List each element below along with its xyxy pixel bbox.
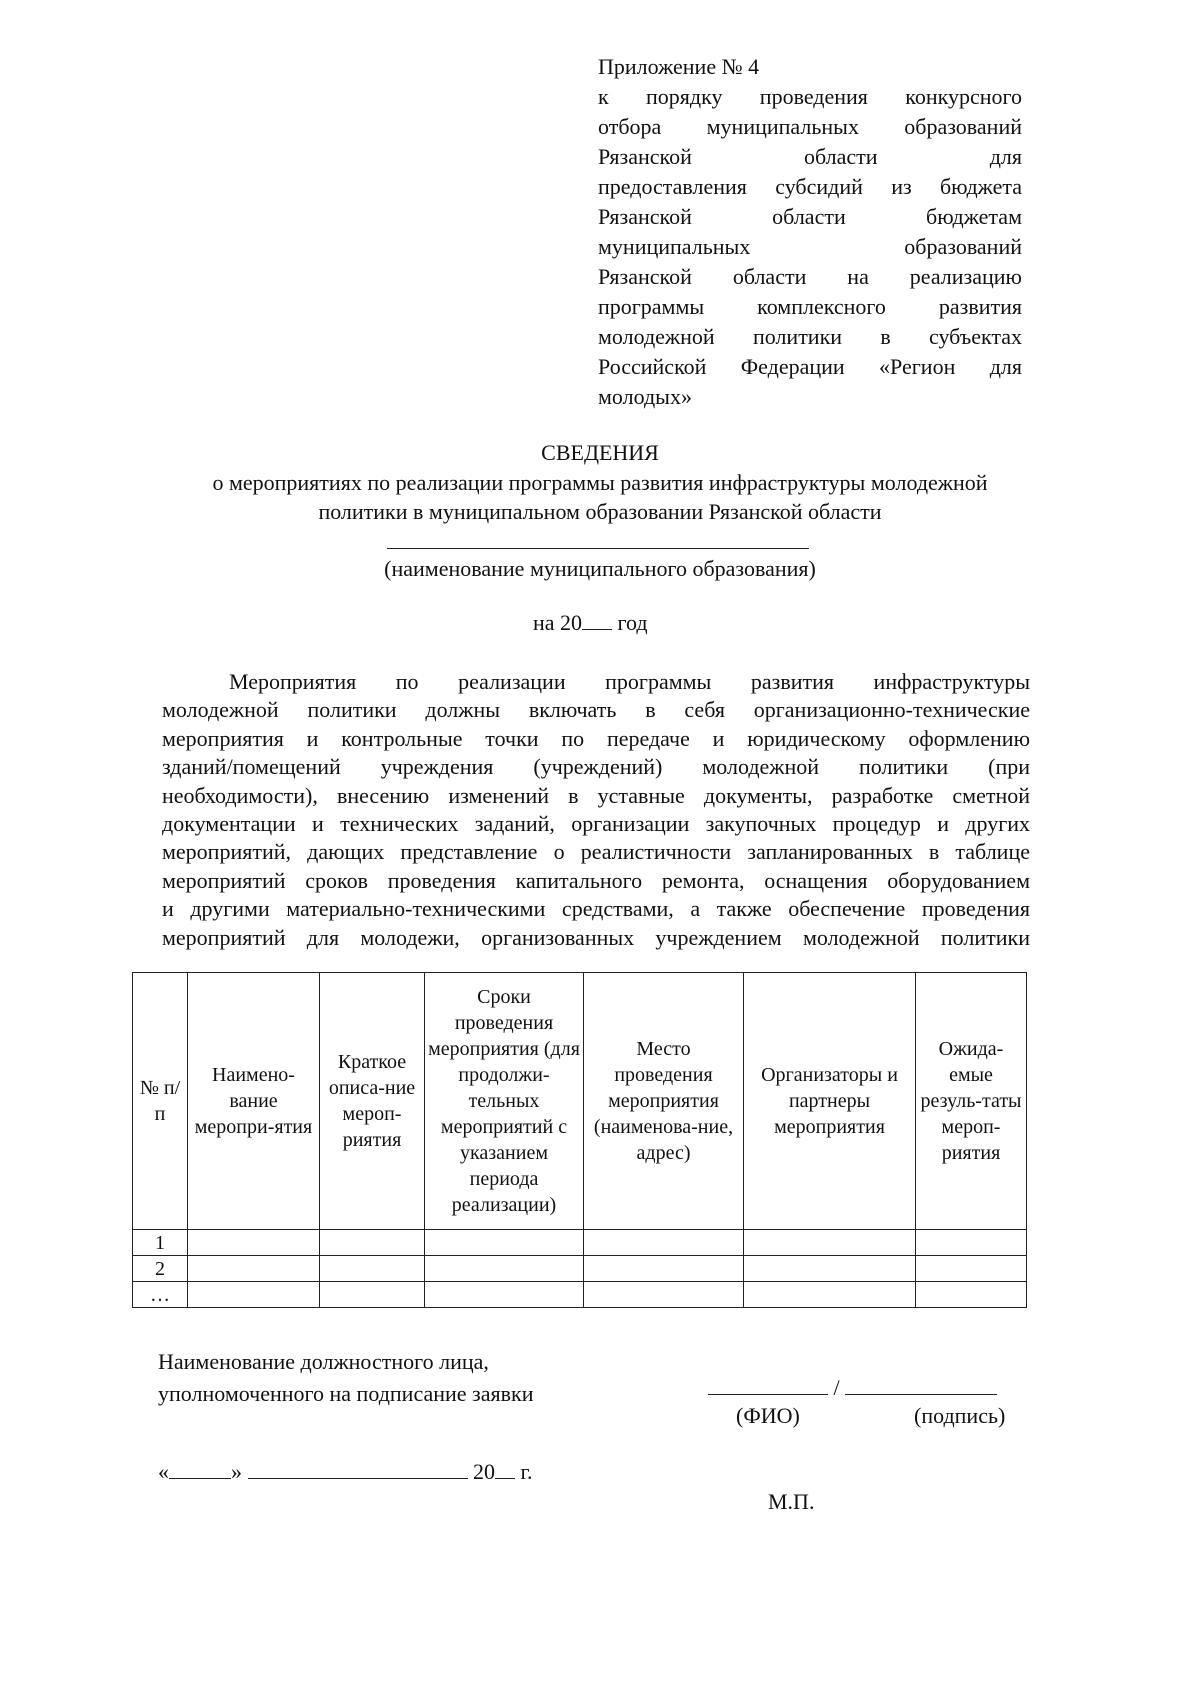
appendix-line: молодежной политики в субъектах bbox=[598, 324, 1022, 349]
row-number: 1 bbox=[133, 1230, 188, 1256]
events-table bbox=[132, 972, 1027, 1308]
table-cell[interactable] bbox=[744, 1230, 916, 1256]
year-blank[interactable] bbox=[582, 609, 612, 630]
year-blank-2[interactable] bbox=[495, 1458, 515, 1479]
table-cell[interactable] bbox=[916, 1230, 1027, 1256]
table-cell[interactable] bbox=[425, 1282, 584, 1308]
appendix-line: муниципальных образований bbox=[598, 234, 1022, 259]
paragraph-line: мероприятий, дающих представление о реалистичности запланированных в таблице bbox=[162, 839, 1030, 865]
table-cell[interactable] bbox=[584, 1282, 744, 1308]
table-row bbox=[133, 1282, 1027, 1308]
municipality-caption: (наименование муниципального образования) bbox=[384, 556, 816, 581]
table-cell[interactable] bbox=[320, 1230, 425, 1256]
appendix-line: к порядку проведения конкурсного bbox=[598, 84, 1022, 109]
paragraph-line: мероприятия и контрольные точки по передаче и юридическому оформлению bbox=[162, 725, 1030, 751]
row-number: … bbox=[133, 1282, 188, 1308]
appendix-line: программы комплексного развития bbox=[598, 294, 1022, 319]
appendix-line: Рязанской области для bbox=[598, 144, 1022, 169]
fio-blank[interactable] bbox=[708, 1374, 828, 1395]
table-cell[interactable] bbox=[584, 1230, 744, 1256]
date-suffix: г. bbox=[520, 1459, 533, 1484]
official-line-2: уполномоченного на подписание заявки bbox=[158, 1381, 534, 1406]
slash: / bbox=[833, 1375, 840, 1400]
date-line bbox=[158, 1458, 533, 1485]
paragraph-line: молодежной политики должны включать в себя организационно-технические bbox=[162, 697, 1030, 723]
header-results: Ожида-емые резуль-таты мероп-риятия bbox=[916, 973, 1027, 1230]
paragraph-line: и другими материально-техническими средствами, а также обеспечение проведения bbox=[162, 896, 1030, 922]
paragraph-line: документации и технических заданий, организации закупочных процедур и других bbox=[162, 811, 1030, 836]
table-cell[interactable] bbox=[744, 1256, 916, 1282]
year-line bbox=[533, 609, 648, 636]
table-cell[interactable] bbox=[188, 1282, 320, 1308]
sign-caption: (подпись) bbox=[914, 1403, 1006, 1428]
paragraph-line: мероприятий сроков проведения капитального ремонта, оснащения оборудованием bbox=[162, 867, 1030, 893]
appendix-line: предоставления субсидий из бюджета bbox=[598, 174, 1022, 199]
paragraph-line: Мероприятия по реализации программы развития инфраструктуры bbox=[229, 669, 1030, 694]
day-blank[interactable] bbox=[169, 1458, 231, 1479]
date-close: » bbox=[231, 1459, 242, 1484]
header-number: № п/п bbox=[133, 973, 188, 1230]
stamp-place: М.П. bbox=[768, 1489, 815, 1514]
sign-blank[interactable] bbox=[845, 1374, 997, 1395]
table-header-row bbox=[133, 973, 1027, 1230]
month-blank[interactable] bbox=[248, 1458, 468, 1479]
row-number: 2 bbox=[133, 1256, 188, 1282]
table-cell[interactable] bbox=[188, 1256, 320, 1282]
year-prefix: на 20 bbox=[533, 610, 583, 635]
title-text: СВЕДЕНИЯ bbox=[541, 440, 659, 465]
table-cell[interactable] bbox=[425, 1230, 584, 1256]
table-cell[interactable] bbox=[916, 1282, 1027, 1308]
appendix-line: Рязанской области бюджетам bbox=[598, 204, 1022, 229]
date-open: « bbox=[158, 1459, 169, 1484]
appendix-line: Российской Федерации «Регион для bbox=[598, 354, 1022, 379]
appendix-line: отбора муниципальных образований bbox=[598, 114, 1022, 139]
table-cell[interactable] bbox=[425, 1256, 584, 1282]
date-year: 20 bbox=[473, 1459, 495, 1484]
appendix-line: молодых» bbox=[598, 384, 692, 409]
table-cell[interactable] bbox=[584, 1256, 744, 1282]
year-suffix: год bbox=[617, 610, 648, 635]
document-title bbox=[0, 440, 1200, 466]
table-row bbox=[133, 1256, 1027, 1282]
table-cell[interactable] bbox=[916, 1256, 1027, 1282]
appendix-line: Рязанской области на реализацию bbox=[598, 264, 1022, 289]
municipality-blank-line[interactable] bbox=[387, 548, 809, 549]
table-cell[interactable] bbox=[320, 1256, 425, 1282]
table-cell[interactable] bbox=[188, 1230, 320, 1256]
paragraph-line: мероприятий для молодежи, организованных учреждением молодежной политики bbox=[162, 924, 1030, 950]
table-row bbox=[133, 1230, 1027, 1256]
header-event-name: Наимено-вание меропри-ятия bbox=[188, 973, 320, 1230]
header-dates: Сроки проведения мероприятия (для продолжи-тельных мероприятий с указанием периода реализации) bbox=[425, 973, 584, 1230]
header-location: Место проведения мероприятия (наименова-ние, адрес) bbox=[584, 973, 744, 1230]
signature-lines bbox=[708, 1374, 997, 1401]
paragraph-line: зданий/помещений учреждения (учреждений) молодежной политики (при bbox=[162, 754, 1030, 780]
official-line-1: Наименование должностного лица, bbox=[158, 1349, 489, 1374]
subtitle-line-2: политики в муниципальном образовании Рязанской области bbox=[318, 499, 882, 524]
subtitle-line-1: о мероприятиях по реализации программы развития инфраструктуры молодежной bbox=[212, 470, 988, 495]
fio-caption: (ФИО) bbox=[736, 1403, 800, 1428]
appendix-title: Приложение № 4 bbox=[598, 54, 760, 79]
table-cell[interactable] bbox=[320, 1282, 425, 1308]
header-organizers: Организаторы и партнеры мероприятия bbox=[744, 973, 916, 1230]
official-title bbox=[158, 1346, 533, 1410]
table-cell[interactable] bbox=[744, 1282, 916, 1308]
header-description: Краткое описа-ние мероп-риятия bbox=[320, 973, 425, 1230]
paragraph-line: необходимости), внесению изменений в уставные документы, разработке сметной bbox=[162, 782, 1030, 808]
